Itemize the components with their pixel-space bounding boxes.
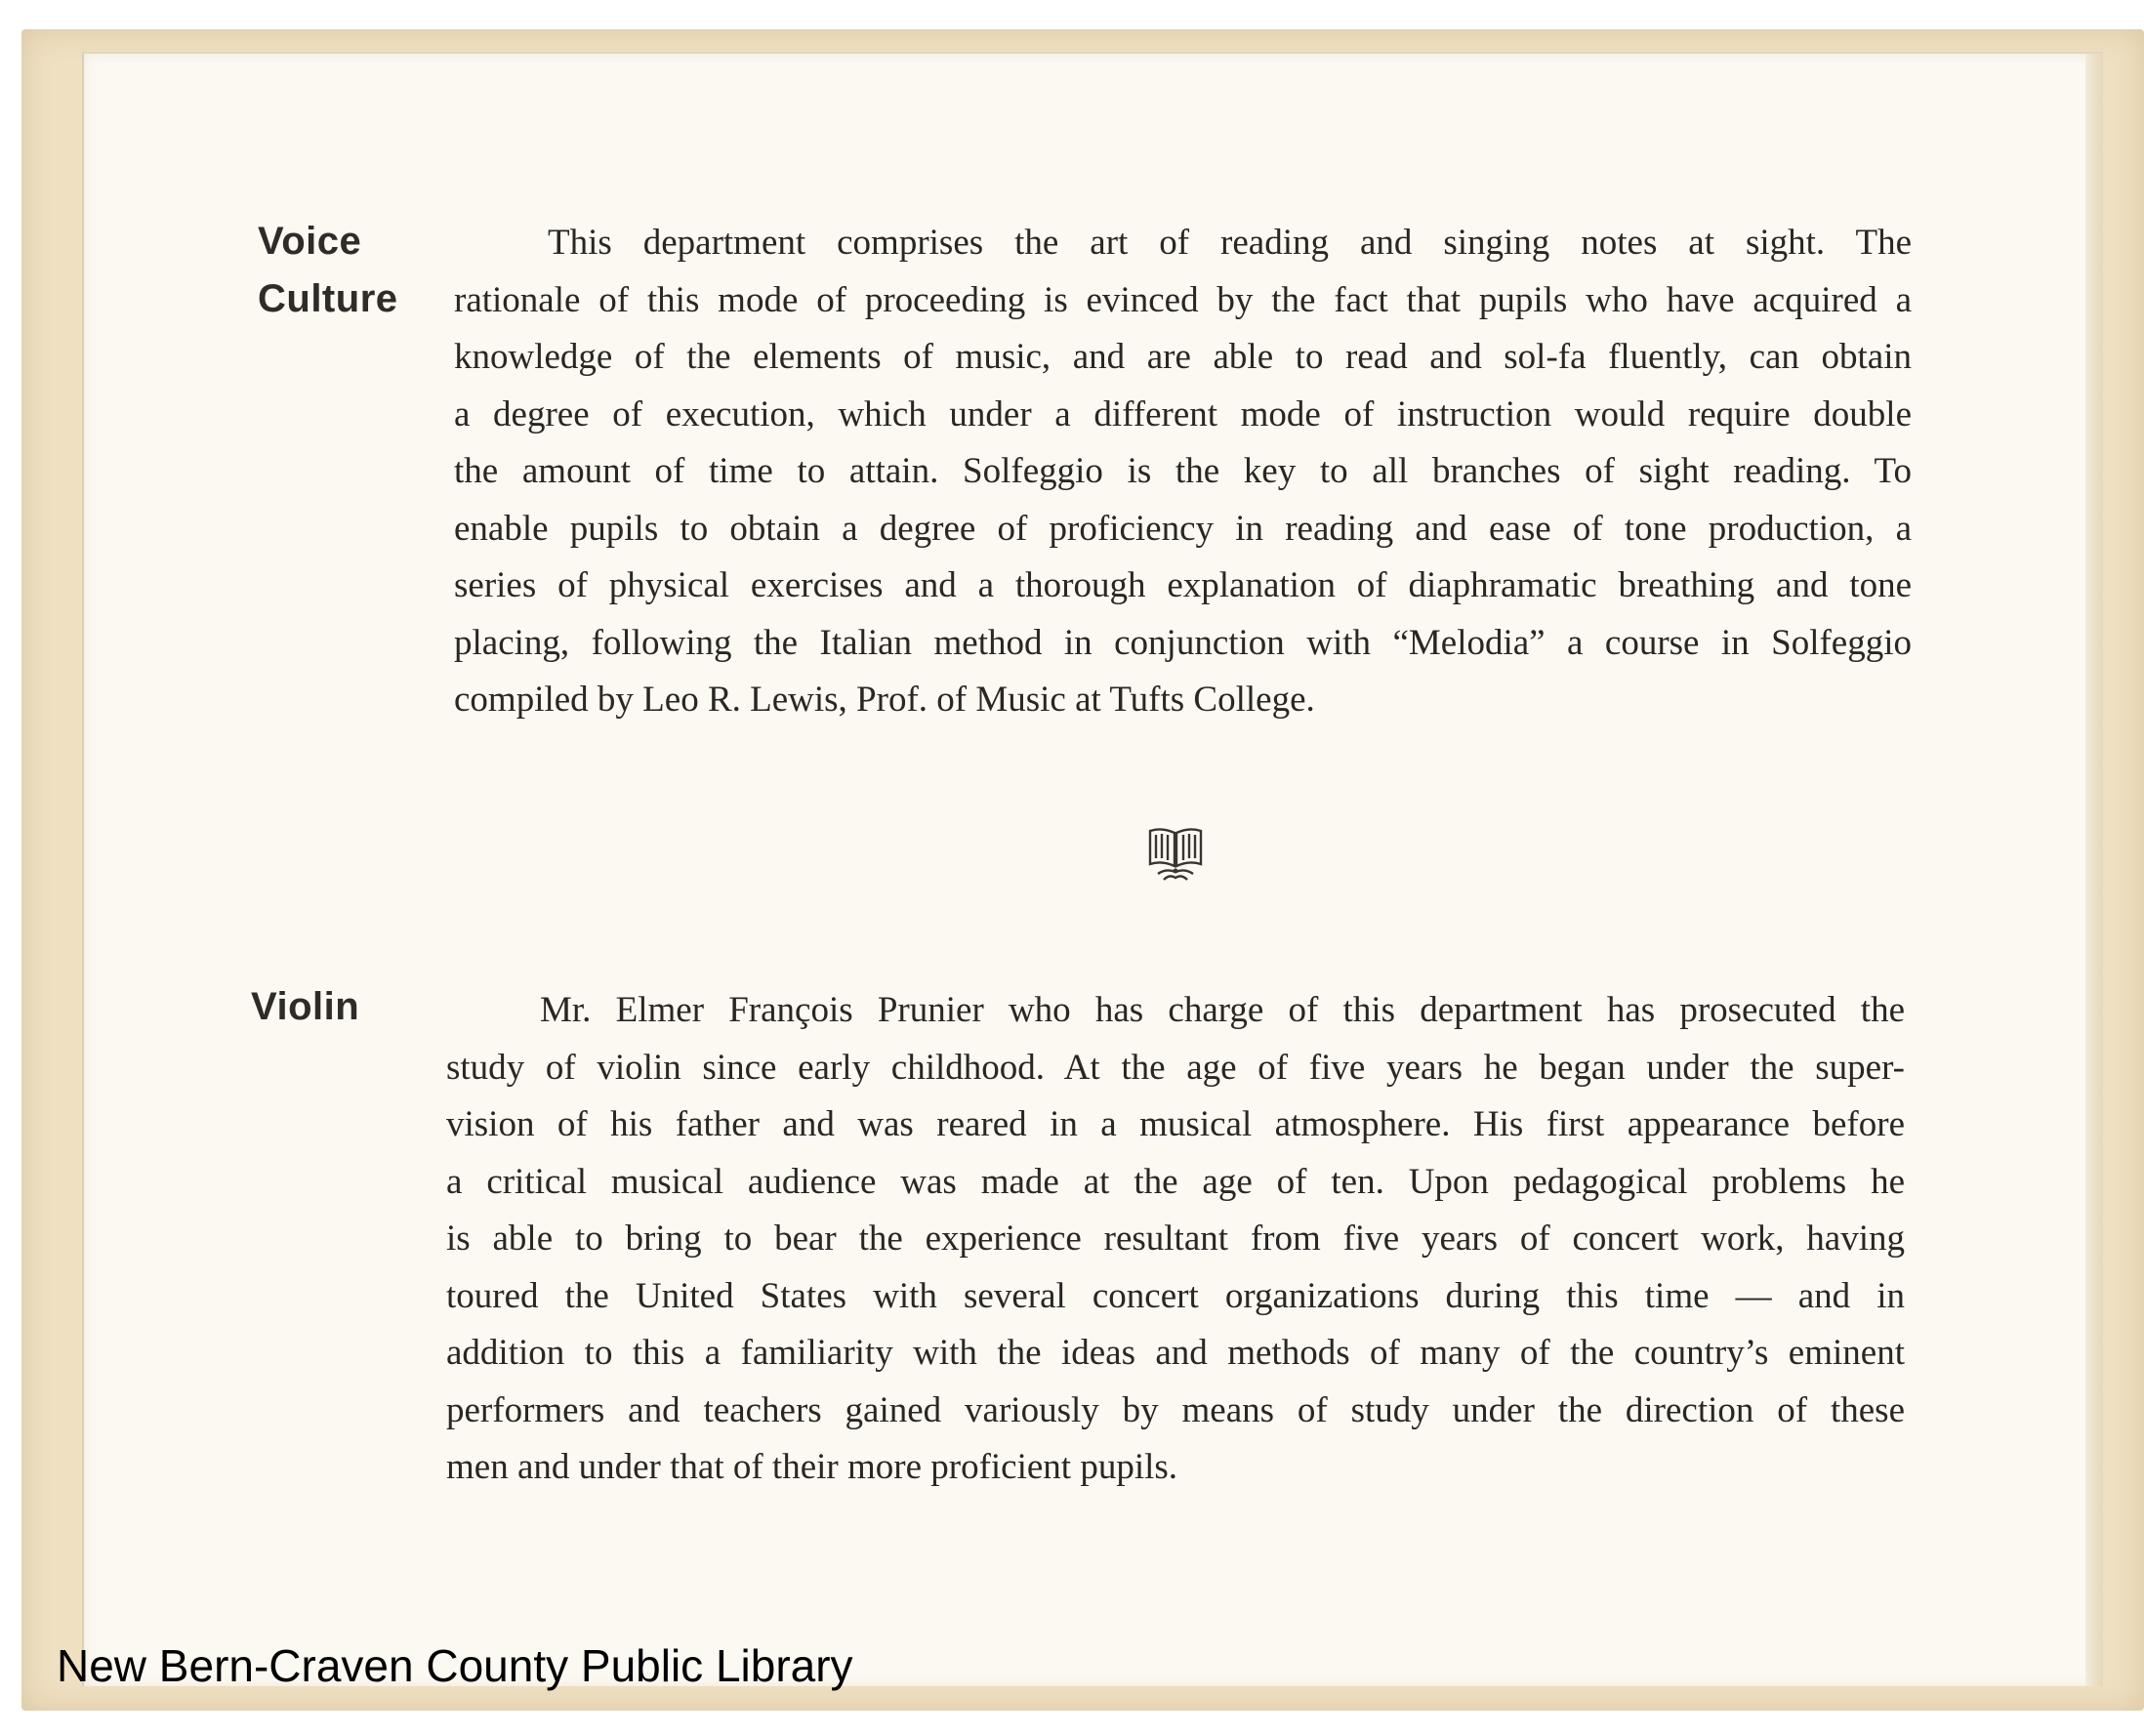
- body-line: This department comprises the art of reading and singing notes at sight. The: [548, 223, 1912, 263]
- heading-line: Violin: [251, 985, 360, 1028]
- body-line: enable pupils to obtain a degree of proficiency in reading and ease of tone production, a: [454, 508, 1912, 549]
- body-line: compiled by Leo R. Lewis, Prof. of Music at Tufts College.: [454, 680, 1315, 720]
- section-heading-voice-culture: [258, 213, 398, 328]
- body-line: performers and teachers gained variously by means of study under the direction of these: [446, 1389, 1905, 1430]
- body-line: placing, following the Italian method in conjunction with “Melodia” a course in Solfeggio: [454, 622, 1912, 663]
- open-book-ornament-icon: [1144, 825, 1207, 886]
- body-line: study of violin since early childhood. At the age of five years he began under the super-: [446, 1047, 1905, 1088]
- library-watermark: New Bern-Craven County Public Library: [57, 1640, 853, 1691]
- body-line: is able to bring to bear the experience resultant from five years of concert work, having: [446, 1219, 1905, 1259]
- body-line: men and under that of their more proficient pupils.: [446, 1447, 1178, 1487]
- body-line: knowledge of the elements of music, and are able to read and sol-fa fluently, can obtain: [454, 337, 1912, 377]
- body-line: toured the United States with several concert organizations during this time — and in: [446, 1275, 1905, 1316]
- section-body-violin: [446, 982, 1905, 1497]
- section-heading-violin: [251, 978, 359, 1036]
- body-line: a degree of execution, which under a different mode of instruction would require double: [454, 393, 1912, 434]
- heading-line: Culture: [258, 277, 398, 320]
- body-line: Mr. Elmer François Prunier who has charge of this department has prosecuted the: [540, 990, 1905, 1030]
- heading-line: Voice: [258, 220, 362, 263]
- body-line: the amount of time to attain. Solfeggio is the key to all branches of sight reading. To: [454, 451, 1912, 491]
- body-line: a critical musical audience was made at the age of ten. Upon pedagogical problems he: [446, 1161, 1905, 1202]
- body-line: series of physical exercises and a thorough explanation of diaphramatic breathing and tone: [454, 565, 1912, 605]
- body-line: rationale of this mode of proceeding is evinced by the fact that pupils who have acquired a: [454, 279, 1912, 320]
- page-spine-edge: [2085, 54, 2103, 1686]
- body-line: vision of his father and was reared in a musical atmosphere. His first appearance before: [446, 1104, 1905, 1144]
- section-body-voice-culture: [454, 215, 1912, 729]
- body-line: addition to this a familiarity with the ideas and methods of many of the country’s eminent: [446, 1333, 1905, 1373]
